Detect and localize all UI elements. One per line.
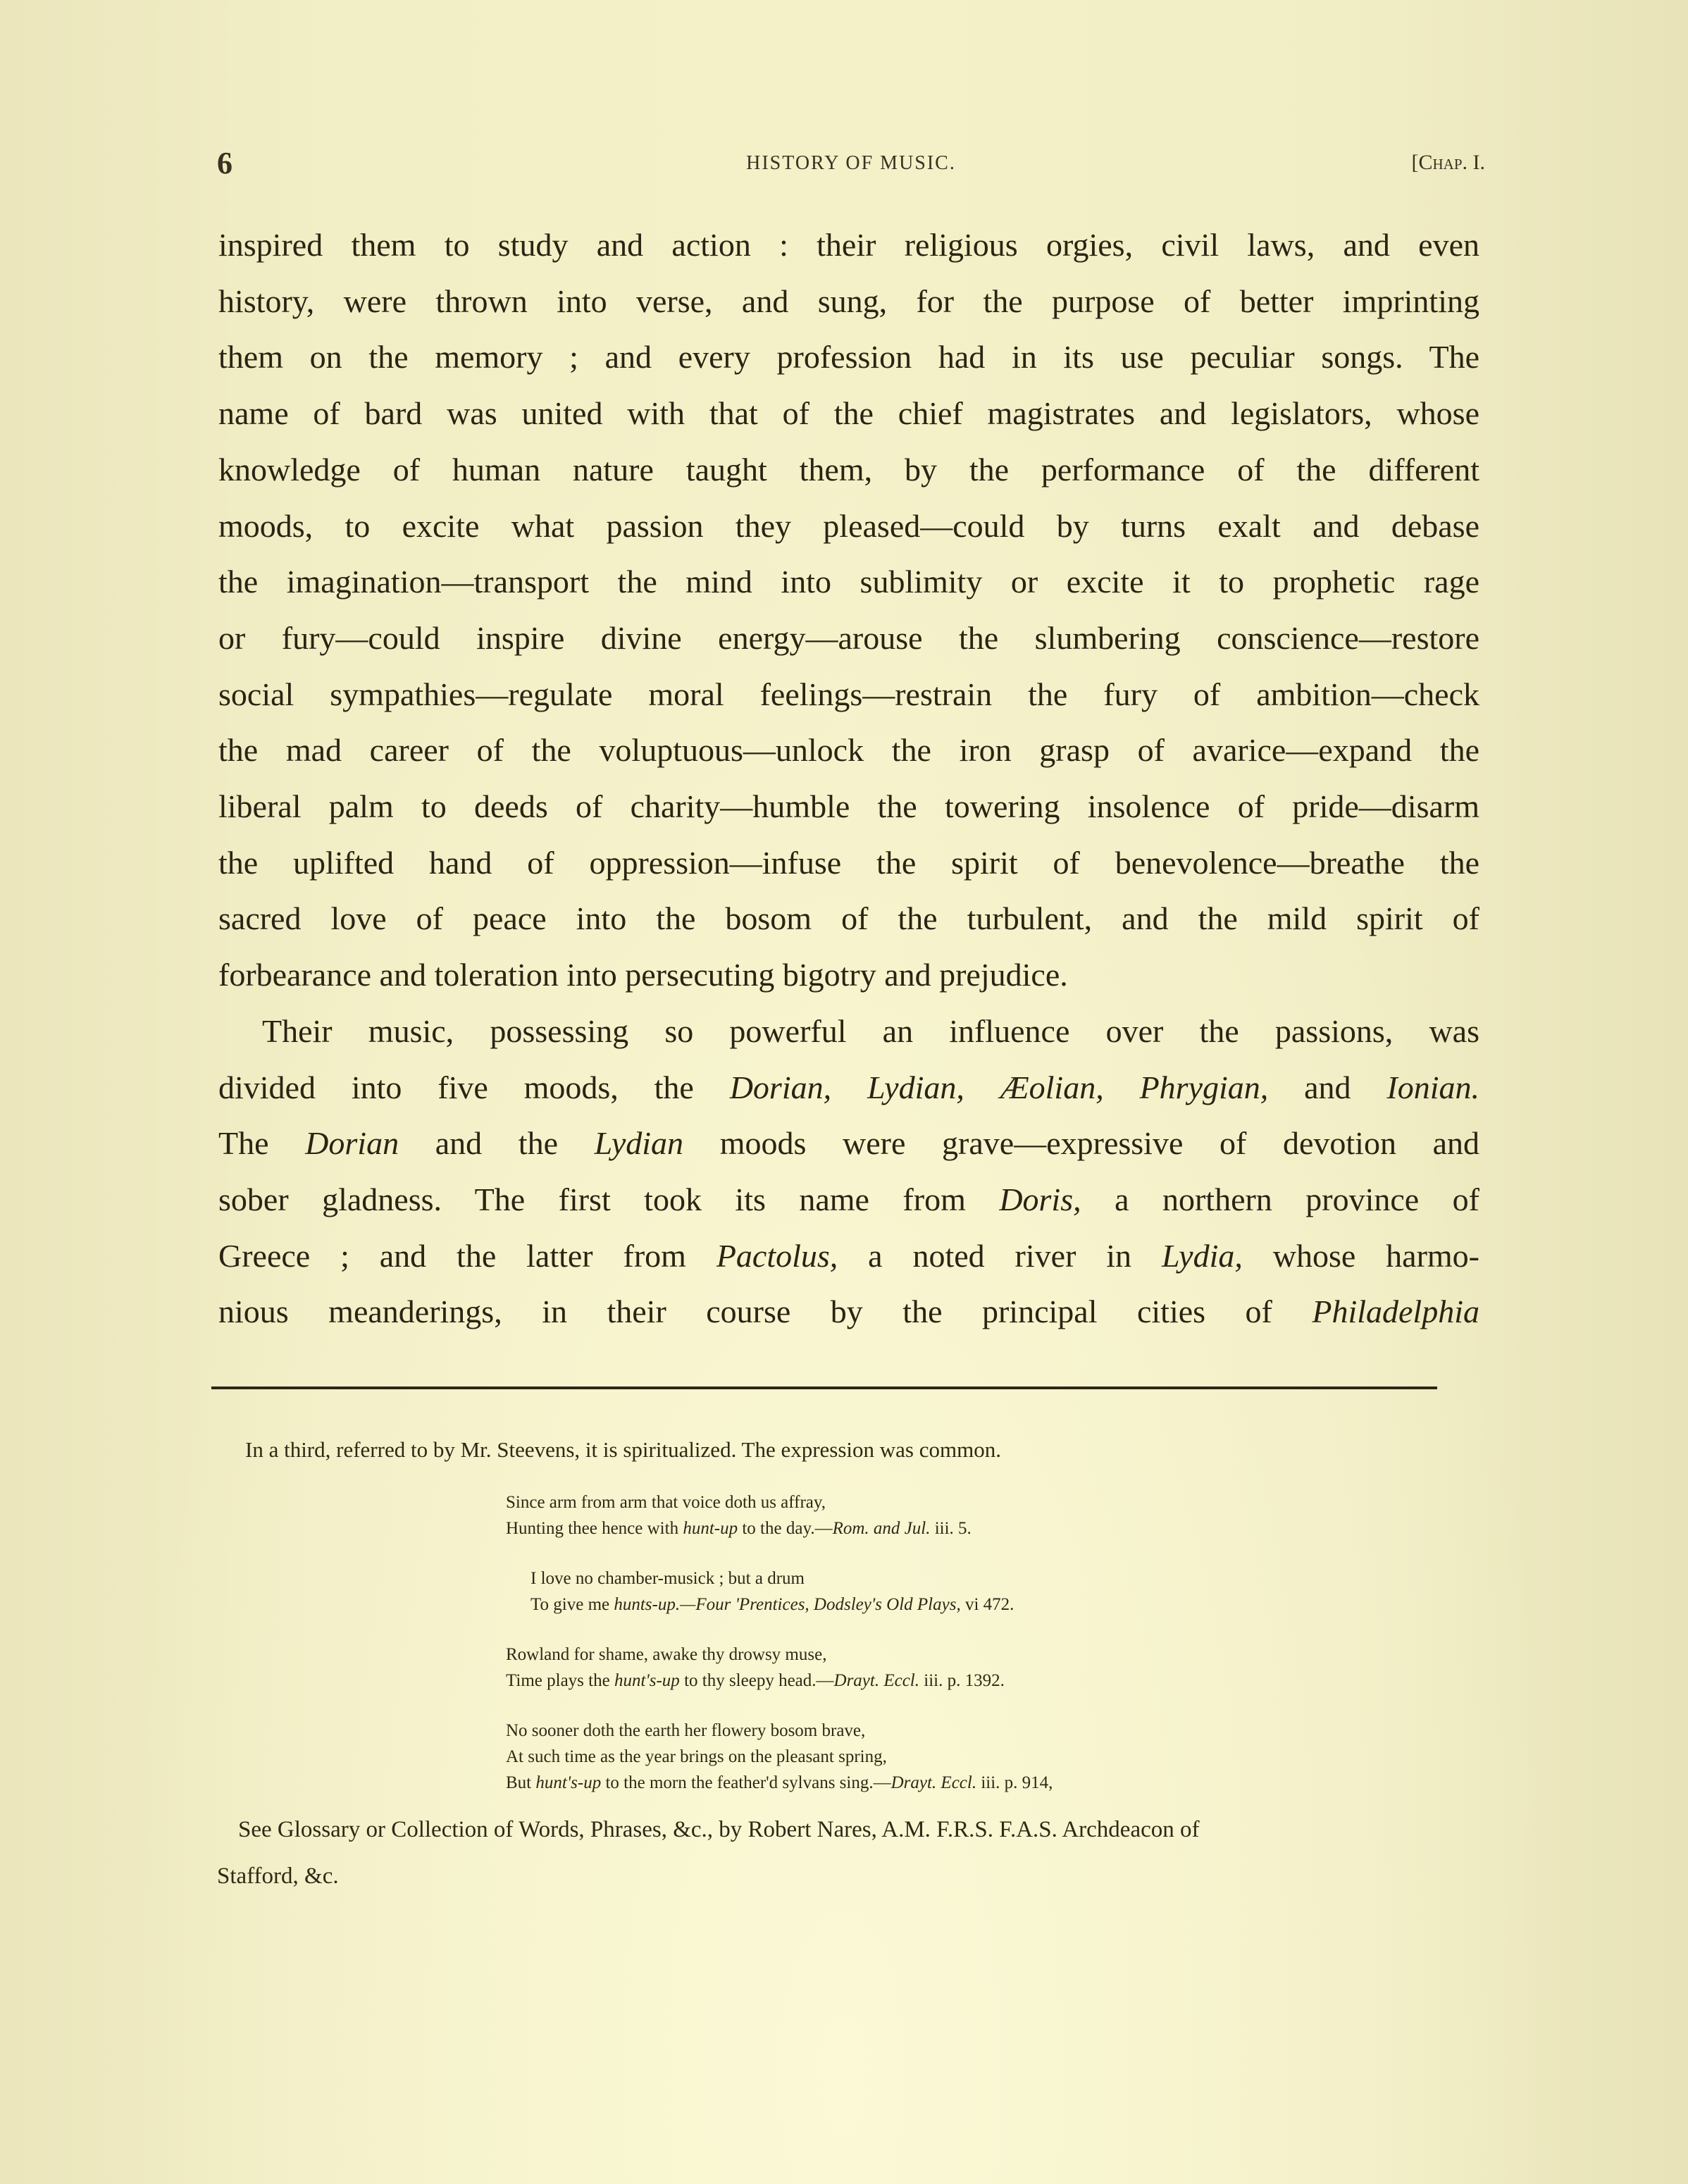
verse-quote-1 [506, 1489, 972, 1541]
text-line [218, 1284, 1479, 1340]
text-line: the mad career of the voluptuous—unlock the iron grasp of avarice—expand the [218, 732, 1479, 769]
text-run: a noted river in [838, 1237, 1162, 1274]
text-line: history, were thrown into verse, and sung, for the purpose of better imprinting [218, 283, 1479, 319]
mode-name: Dorian [305, 1125, 399, 1162]
text-line: liberal palm to deeds of charity—humble the towering insolence of pride—disarm [218, 788, 1479, 825]
text-run: whose harmo- [1242, 1237, 1479, 1274]
italic-term: hunt-up [683, 1519, 738, 1538]
verse-line: Rowland for shame, awake thy drowsy muse, [506, 1645, 827, 1664]
text-line [218, 1228, 1479, 1284]
paragraph-2 [218, 1003, 1479, 1340]
verse-line: At such time as the year brings on the pleasant spring, [506, 1747, 887, 1766]
text-line [218, 1060, 1479, 1116]
text-run: Time plays the [506, 1671, 614, 1690]
text-line: the imagination—transport the mind into sublimity or excite it to prophetic rage [218, 564, 1479, 600]
text-run: iii. 5. [930, 1519, 972, 1538]
citation: hunts-up.—Four 'Prentices, Dodsley's Old Plays, [614, 1595, 961, 1614]
paragraph-1 [218, 217, 1479, 1003]
italic-term: hunt's-up [614, 1671, 680, 1690]
text-run: and [1268, 1069, 1387, 1105]
verse-line: No sooner doth the earth her flowery bosom brave, [506, 1721, 866, 1740]
text-line: social sympathies—regulate moral feelings—restrain the fury of ambition—check [218, 676, 1479, 712]
mode-name: Lydian [594, 1125, 684, 1162]
text-line: inspired them to study and action : their religious orgies, civil laws, and even [218, 227, 1479, 263]
text-line: forbearance and toleration into persecuting bigotry and prejudice. [218, 957, 1068, 993]
text-run: Hunting thee hence with [506, 1519, 683, 1538]
verse-line: Since arm from arm that voice doth us affray, [506, 1493, 826, 1512]
place-name: Pactolus, [716, 1237, 838, 1274]
text-run: divided into five moods, the [218, 1069, 730, 1105]
text-run: and the [399, 1125, 595, 1162]
text-run: Greece ; and the latter from [218, 1237, 716, 1274]
main-text [218, 217, 1479, 1340]
mode-name: Ionian. [1386, 1069, 1480, 1105]
text-run: to the day.— [738, 1519, 833, 1538]
footnote-divider [211, 1386, 1437, 1389]
mode-name: Æolian, [1000, 1069, 1104, 1105]
text-line: them on the memory ; and every profession had in its use peculiar songs. The [218, 339, 1479, 376]
text-run: a northern province of [1081, 1181, 1479, 1217]
italic-term: hunt's-up [535, 1773, 602, 1792]
text-line: knowledge of human nature taught them, by the performance of the different [218, 451, 1479, 488]
verse-line [506, 1515, 972, 1541]
text-run: moods were grave—expressive of devotion and [683, 1125, 1480, 1162]
glossary-reference [217, 1806, 1478, 1899]
text-line: the uplifted hand of oppression—infuse the spirit of benevolence—breathe the [218, 844, 1479, 881]
text-run: nious meanderings, in their course by the principal cities of [218, 1293, 1312, 1330]
verse-line [506, 1770, 1053, 1796]
text-line: See Glossary or Collection of Words, Phrases, &c., by Robert Nares, A.M. F.R.S. F.A.S. Archdeacon of [238, 1817, 1200, 1842]
verse-line [530, 1592, 1014, 1618]
mode-name: Phrygian, [1139, 1069, 1269, 1105]
text-run: sober gladness. The first took its name from [218, 1181, 1000, 1217]
verse-line [506, 1668, 1005, 1694]
text-run: vi 472. [960, 1595, 1014, 1614]
chapter-label: [Chap. I. [1411, 151, 1485, 174]
running-header [217, 145, 1485, 180]
verse-quote-3 [506, 1642, 1005, 1694]
footnote-intro: In a third, referred to by Mr. Steevens, it is spiritualized. The expression was common. [245, 1437, 1001, 1462]
citation: Drayt. Eccl. [833, 1671, 919, 1690]
verse-quote-2 [530, 1565, 1014, 1618]
text-run: To give me [530, 1595, 614, 1614]
verse-line: I love no chamber-musick ; but a drum [530, 1569, 805, 1588]
place-name: Philadelphia [1312, 1293, 1479, 1330]
verse-quote-4 [506, 1718, 1053, 1796]
text-line [218, 1172, 1479, 1228]
text-line [218, 1115, 1479, 1172]
mode-name: Dorian, [729, 1069, 832, 1105]
text-run: The [218, 1125, 306, 1162]
text-run: to thy sleepy head.— [679, 1671, 834, 1690]
citation: Drayt. Eccl. [890, 1773, 977, 1792]
text-run: to the morn the feather'd sylvans sing.— [601, 1773, 891, 1792]
text-line: or fury—could inspire divine energy—arouse the slumbering conscience—restore [218, 619, 1479, 656]
text-line: sacred love of peace into the bosom of the turbulent, and the mild spirit of [218, 900, 1479, 937]
place-name: Doris, [999, 1181, 1081, 1217]
place-name: Lydia, [1161, 1237, 1243, 1274]
text-line: name of bard was united with that of the chief magistrates and legislators, whose [218, 395, 1479, 432]
mode-name: Lydian, [867, 1069, 964, 1105]
citation: Rom. and Jul. [832, 1519, 931, 1538]
text-run: But [506, 1773, 536, 1792]
text-run: iii. p. 914, [976, 1773, 1053, 1792]
running-title: HISTORY OF MUSIC. [746, 152, 956, 174]
text-line: moods, to excite what passion they pleased—could by turns exalt and debase [218, 507, 1479, 544]
page-number: 6 [217, 146, 232, 180]
text-line: Their music, possessing so powerful an influence over the passions, was [262, 1012, 1479, 1049]
text-line: Stafford, &c. [217, 1863, 339, 1889]
text-run: iii. p. 1392. [919, 1671, 1005, 1690]
